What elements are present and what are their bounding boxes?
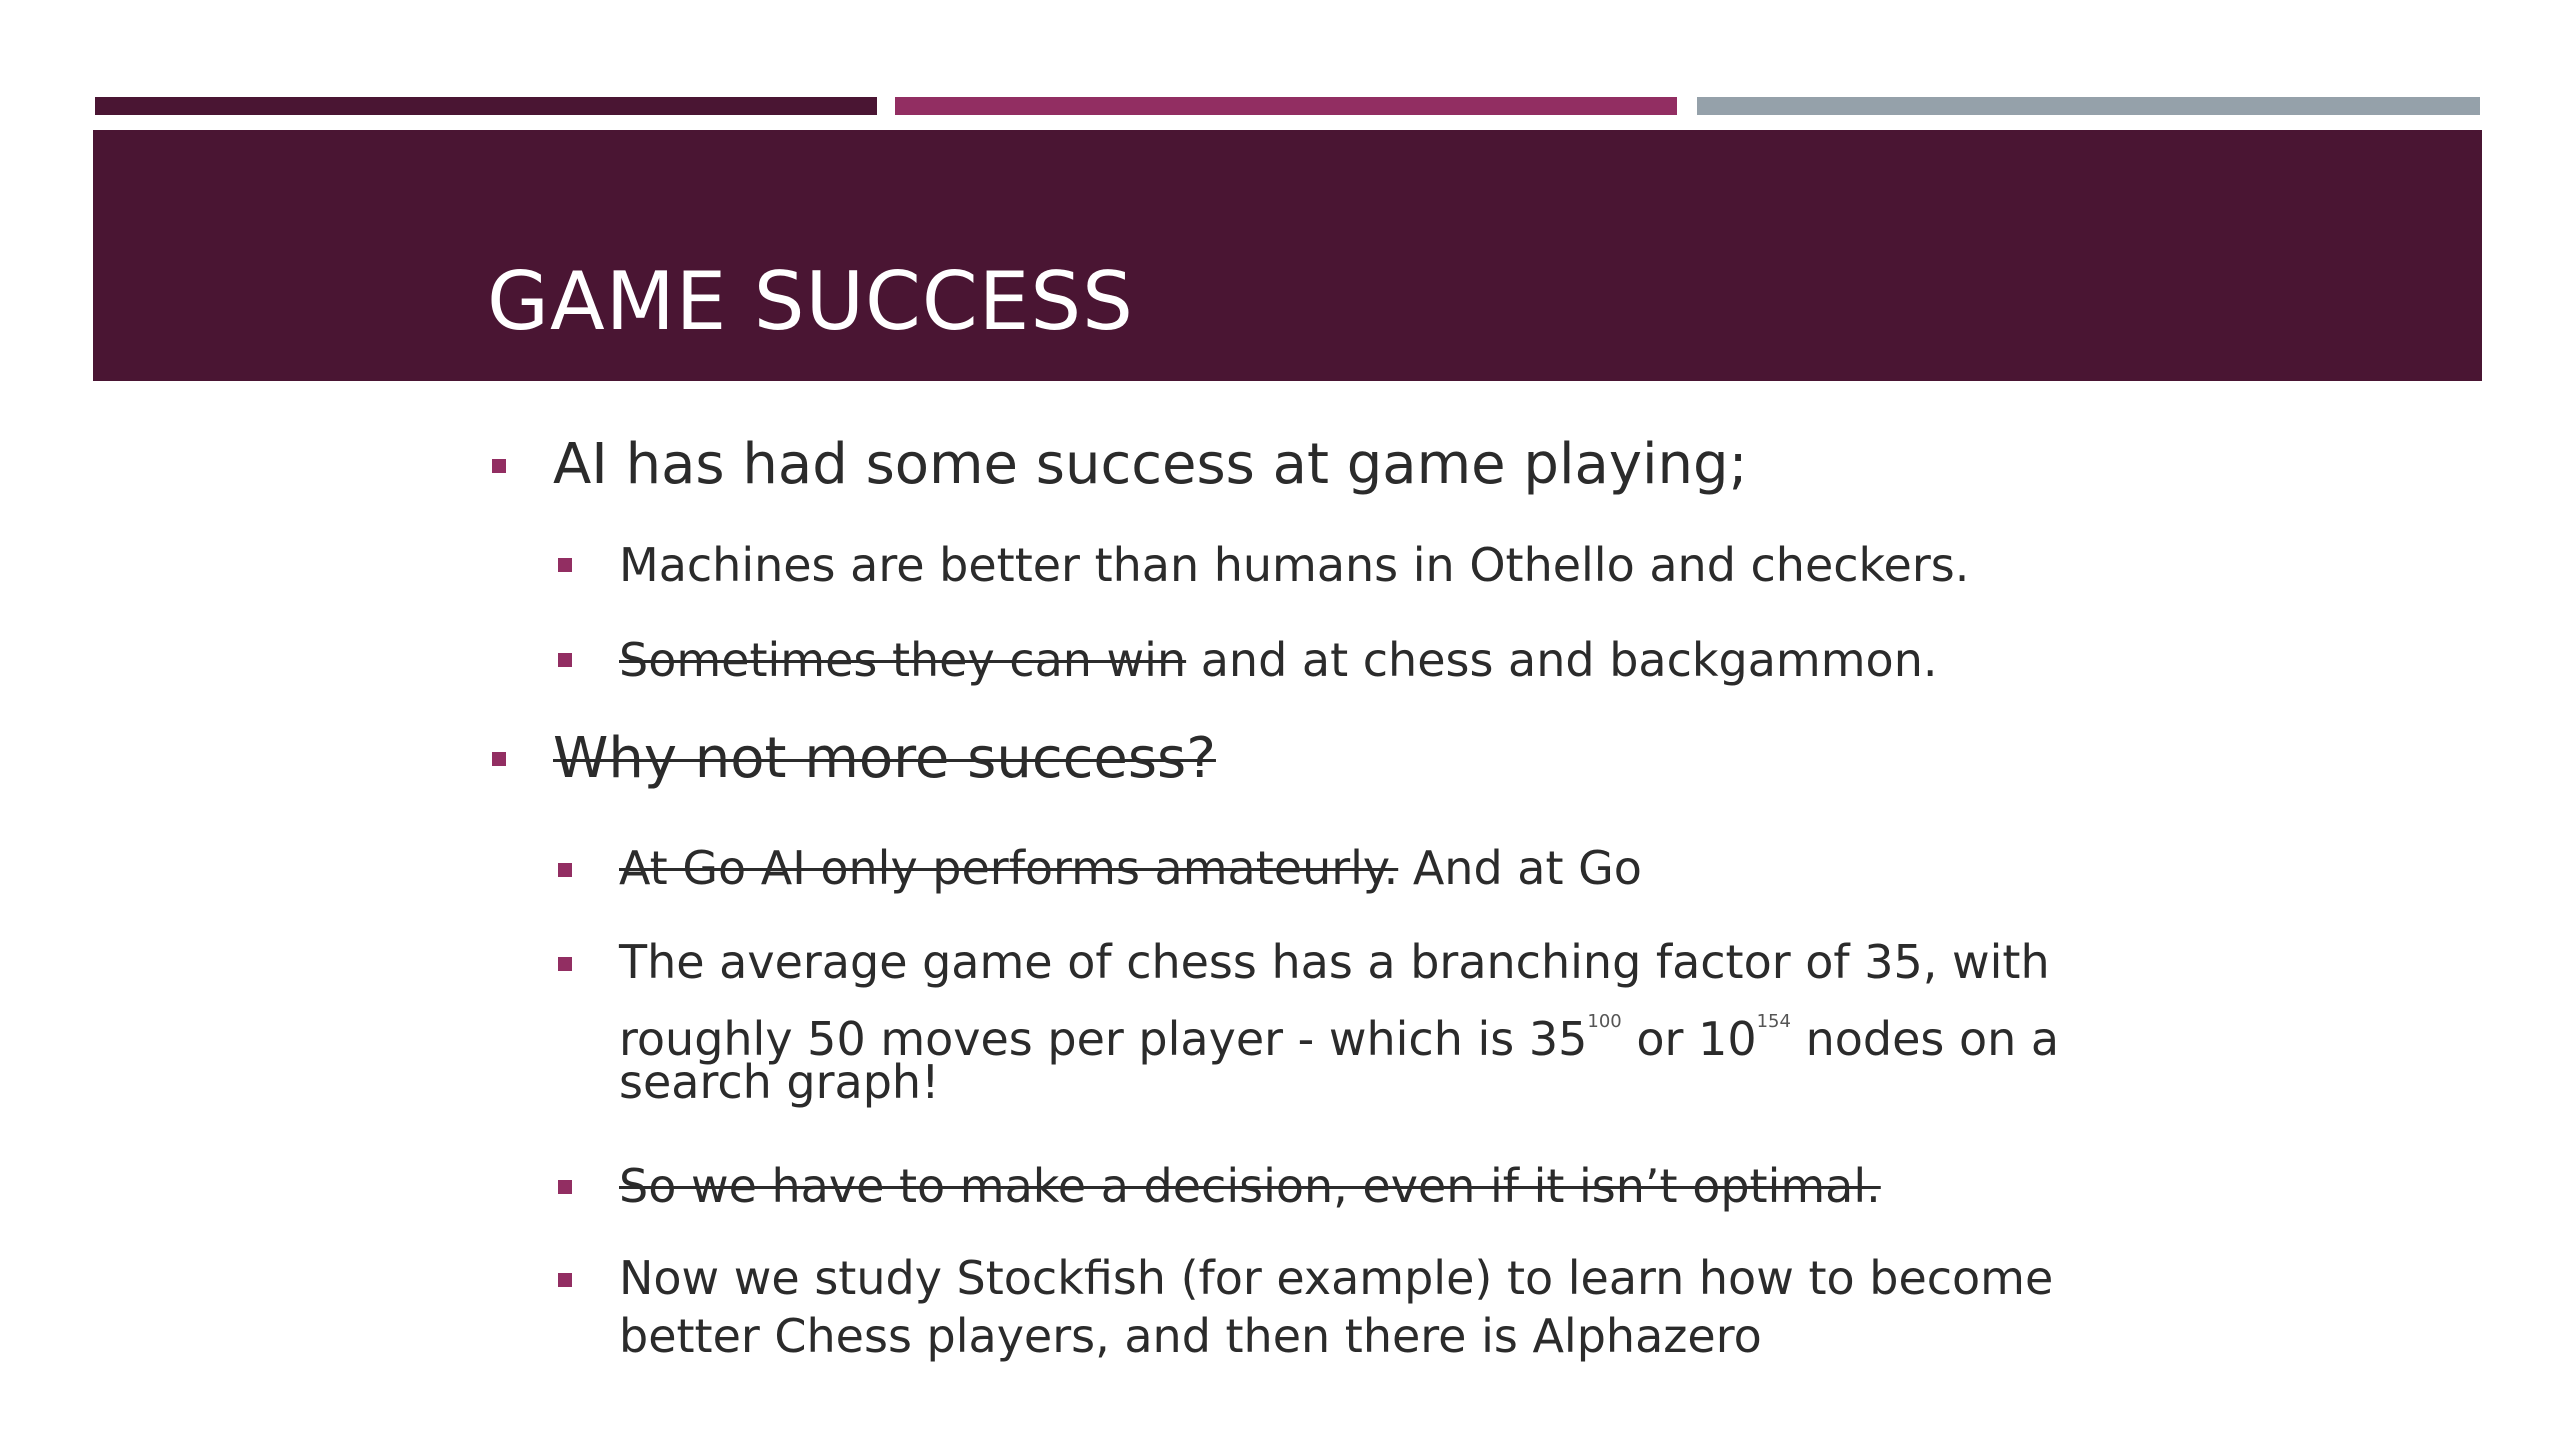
kept-text: and at chess and backgammon.	[1186, 633, 1938, 687]
bullet-marker-icon	[558, 957, 572, 971]
accent-bar-magenta	[895, 97, 1677, 115]
bullet-marker-icon	[558, 1273, 572, 1287]
bullet-marker-icon	[558, 558, 572, 572]
bullet-line-mid: or 10	[1621, 1012, 1757, 1066]
slide-title: GAME SUCCESS	[487, 255, 1134, 348]
bullet-text	[619, 630, 1937, 690]
bullet-line-start: roughly 50 moves per player - which is 35	[619, 1012, 1588, 1066]
bullet-line-end: nodes on a	[1790, 1012, 2060, 1066]
bullet-marker-icon	[492, 459, 506, 473]
superscript: 154	[1756, 1011, 1791, 1032]
bullet-text	[619, 1156, 1881, 1216]
bullet-marker-icon	[558, 653, 572, 667]
superscript: 100	[1587, 1011, 1622, 1032]
kept-text: And at Go	[1398, 841, 1642, 895]
title-band	[93, 130, 2482, 381]
bullet-marker-icon	[558, 1180, 572, 1194]
struck-text: So we have to make a decision, even if it isn’t optimal.	[619, 1159, 1881, 1213]
bullet-text	[619, 838, 1642, 898]
struck-text: At Go AI only performs amateurly.	[619, 841, 1399, 895]
struck-text: Why not more success?	[553, 726, 1216, 791]
accent-bar-gray	[1697, 97, 2480, 115]
bullet-line: search graph!	[619, 1055, 940, 1109]
bullet-text	[553, 726, 1216, 791]
struck-text: Sometimes they can win	[619, 633, 1187, 687]
bullet-line: better Chess players, and then there is Alphazero	[619, 1309, 1762, 1363]
accent-bar-dark	[95, 97, 877, 115]
bullet-marker-icon	[558, 863, 572, 877]
bullet-line: Now we study Stockfish (for example) to learn how to become	[619, 1251, 2054, 1305]
bullet-marker-icon	[492, 752, 506, 766]
bullet-line: The average game of chess has a branching factor of 35, with	[619, 935, 2050, 989]
bullet-text: AI has had some success at game playing;	[553, 432, 1748, 497]
bullet-text: Machines are better than humans in Othello and checkers.	[619, 538, 1970, 592]
